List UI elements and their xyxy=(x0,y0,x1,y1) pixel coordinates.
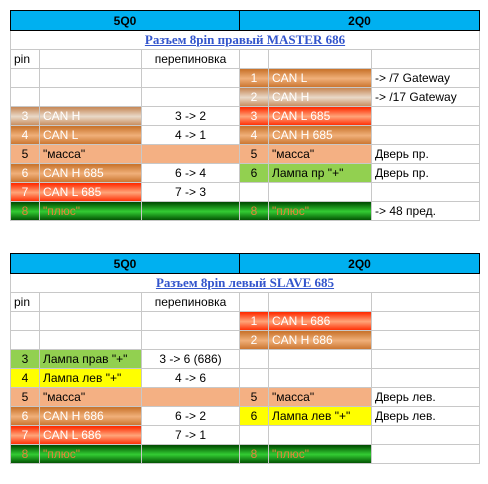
col-repin-label[interactable]: перепиновка xyxy=(142,293,240,312)
right-pin[interactable]: 2 xyxy=(240,88,269,107)
right-signal[interactable] xyxy=(269,183,372,202)
table-row xyxy=(11,183,480,202)
note[interactable] xyxy=(372,126,480,145)
right-pin[interactable]: 8 xyxy=(240,202,269,221)
right-signal[interactable]: "масса" xyxy=(269,388,372,407)
header-2q0[interactable]: 2Q0 xyxy=(240,11,480,31)
repin[interactable] xyxy=(142,88,240,107)
right-signal[interactable]: "плюс" xyxy=(269,202,372,221)
col-pin-label[interactable]: pin xyxy=(11,50,40,69)
cell[interactable] xyxy=(240,50,269,69)
right-pin[interactable]: 5 xyxy=(240,145,269,164)
right-signal[interactable] xyxy=(269,369,372,388)
col-pin-label[interactable]: pin xyxy=(11,293,40,312)
left-pin[interactable]: 4 xyxy=(11,126,40,145)
pinout-table-slave xyxy=(10,253,480,464)
left-signal[interactable]: CAN H 685 xyxy=(40,164,142,183)
left-pin[interactable]: 8 xyxy=(11,202,40,221)
left-signal[interactable] xyxy=(40,88,142,107)
right-pin[interactable] xyxy=(240,183,269,202)
right-signal[interactable]: CAN L 685 xyxy=(269,107,372,126)
repin[interactable]: 6 -> 4 xyxy=(142,164,240,183)
right-signal[interactable]: CAN L 686 xyxy=(269,312,372,331)
right-pin[interactable]: 8 xyxy=(240,445,269,464)
right-pin[interactable]: 1 xyxy=(240,312,269,331)
table-row xyxy=(11,331,480,350)
left-pin[interactable]: 6 xyxy=(11,407,40,426)
note[interactable] xyxy=(372,331,480,350)
left-signal[interactable]: "масса" xyxy=(40,145,142,164)
left-signal[interactable]: CAN L 686 xyxy=(40,426,142,445)
table-row xyxy=(11,107,480,126)
cell[interactable] xyxy=(40,50,142,69)
table-row xyxy=(11,88,480,107)
repin[interactable] xyxy=(142,445,240,464)
header-row xyxy=(11,254,480,274)
right-signal[interactable] xyxy=(269,350,372,369)
repin[interactable]: 3 -> 2 xyxy=(142,107,240,126)
table-row xyxy=(11,202,480,221)
left-signal[interactable]: CAN L 685 xyxy=(40,183,142,202)
right-pin[interactable]: 6 xyxy=(240,164,269,183)
note[interactable]: Дверь лев. xyxy=(372,407,480,426)
right-signal[interactable]: Лампа пр "+" xyxy=(269,164,372,183)
repin[interactable] xyxy=(142,312,240,331)
left-signal[interactable]: CAN H 686 xyxy=(40,407,142,426)
right-pin[interactable]: 2 xyxy=(240,331,269,350)
connector-title[interactable]: Разъем 8pin левый SLAVE 685 xyxy=(11,274,480,293)
column-header-row xyxy=(11,50,480,69)
note[interactable]: Дверь лев. xyxy=(372,388,480,407)
note[interactable] xyxy=(372,426,480,445)
table-row xyxy=(11,407,480,426)
header-5q0[interactable]: 5Q0 xyxy=(11,11,240,31)
note[interactable]: -> 48 пред. xyxy=(372,202,480,221)
repin[interactable]: 6 -> 2 xyxy=(142,407,240,426)
right-signal[interactable]: Лампа лев "+" xyxy=(269,407,372,426)
left-pin[interactable]: 7 xyxy=(11,183,40,202)
header-5q0[interactable]: 5Q0 xyxy=(11,254,240,274)
left-signal[interactable]: "плюс" xyxy=(40,445,142,464)
right-pin[interactable]: 6 xyxy=(240,407,269,426)
table-row xyxy=(11,388,480,407)
right-signal[interactable]: "плюс" xyxy=(269,445,372,464)
left-signal[interactable] xyxy=(40,312,142,331)
header-2q0[interactable]: 2Q0 xyxy=(240,254,480,274)
left-pin[interactable] xyxy=(11,69,40,88)
right-pin[interactable]: 5 xyxy=(240,388,269,407)
note[interactable]: -> /7 Gateway xyxy=(372,69,480,88)
repin[interactable] xyxy=(142,331,240,350)
note[interactable]: -> /17 Gateway xyxy=(372,88,480,107)
table-row xyxy=(11,426,480,445)
right-pin[interactable] xyxy=(240,426,269,445)
cell[interactable] xyxy=(269,293,372,312)
connector-title[interactable]: Разъем 8pin правый MASTER 686 xyxy=(11,31,480,50)
right-signal[interactable]: CAN H xyxy=(269,88,372,107)
cell[interactable] xyxy=(372,50,480,69)
left-signal[interactable] xyxy=(40,331,142,350)
note[interactable] xyxy=(372,445,480,464)
right-pin[interactable] xyxy=(240,350,269,369)
table-row xyxy=(11,69,480,88)
cell[interactable] xyxy=(40,293,142,312)
right-signal[interactable]: "масса" xyxy=(269,145,372,164)
note[interactable]: Дверь пр. xyxy=(372,164,480,183)
note[interactable] xyxy=(372,350,480,369)
right-signal[interactable]: CAN L xyxy=(269,69,372,88)
repin[interactable]: 4 -> 6 xyxy=(142,369,240,388)
right-signal[interactable]: CAN H 686 xyxy=(269,331,372,350)
left-signal[interactable]: CAN L xyxy=(40,126,142,145)
right-signal[interactable] xyxy=(269,426,372,445)
repin[interactable]: 4 -> 1 xyxy=(142,126,240,145)
repin[interactable] xyxy=(142,388,240,407)
repin[interactable]: 7 -> 3 xyxy=(142,183,240,202)
left-pin[interactable]: 5 xyxy=(11,388,40,407)
repin[interactable] xyxy=(142,69,240,88)
table-row xyxy=(11,312,480,331)
left-pin[interactable]: 3 xyxy=(11,350,40,369)
left-pin[interactable] xyxy=(11,88,40,107)
table-row xyxy=(11,350,480,369)
left-pin[interactable]: 5 xyxy=(11,145,40,164)
pinout-table-master xyxy=(10,10,480,221)
left-signal[interactable]: "масса" xyxy=(40,388,142,407)
repin[interactable]: 3 -> 6 (686) xyxy=(142,350,240,369)
right-pin[interactable]: 3 xyxy=(240,107,269,126)
right-pin[interactable] xyxy=(240,369,269,388)
header-row xyxy=(11,11,480,31)
note[interactable] xyxy=(372,312,480,331)
table-row xyxy=(11,164,480,183)
left-signal[interactable] xyxy=(40,69,142,88)
repin[interactable]: 7 -> 1 xyxy=(142,426,240,445)
left-pin[interactable]: 7 xyxy=(11,426,40,445)
note[interactable] xyxy=(372,183,480,202)
left-pin[interactable]: 4 xyxy=(11,369,40,388)
column-header-row xyxy=(11,293,480,312)
left-signal[interactable]: CAN H xyxy=(40,107,142,126)
title-row xyxy=(11,274,480,293)
cell[interactable] xyxy=(269,50,372,69)
left-signal[interactable]: "плюс" xyxy=(40,202,142,221)
left-pin[interactable]: 8 xyxy=(11,445,40,464)
left-pin[interactable]: 3 xyxy=(11,107,40,126)
note[interactable] xyxy=(372,369,480,388)
left-pin[interactable] xyxy=(11,331,40,350)
right-pin[interactable]: 4 xyxy=(240,126,269,145)
table-row xyxy=(11,369,480,388)
repin[interactable] xyxy=(142,202,240,221)
table-row xyxy=(11,445,480,464)
note[interactable]: Дверь пр. xyxy=(372,145,480,164)
left-signal[interactable]: Лампа лев "+" xyxy=(40,369,142,388)
left-pin[interactable] xyxy=(11,312,40,331)
table-row xyxy=(11,126,480,145)
col-repin-label[interactable]: перепиновка xyxy=(142,50,240,69)
repin[interactable] xyxy=(142,145,240,164)
left-signal[interactable]: Лампа прав "+" xyxy=(40,350,142,369)
title-row xyxy=(11,31,480,50)
left-pin[interactable]: 6 xyxy=(11,164,40,183)
cell[interactable] xyxy=(372,293,480,312)
table-row xyxy=(11,145,480,164)
note[interactable] xyxy=(372,107,480,126)
right-pin[interactable]: 1 xyxy=(240,69,269,88)
right-signal[interactable]: CAN H 685 xyxy=(269,126,372,145)
cell[interactable] xyxy=(240,293,269,312)
